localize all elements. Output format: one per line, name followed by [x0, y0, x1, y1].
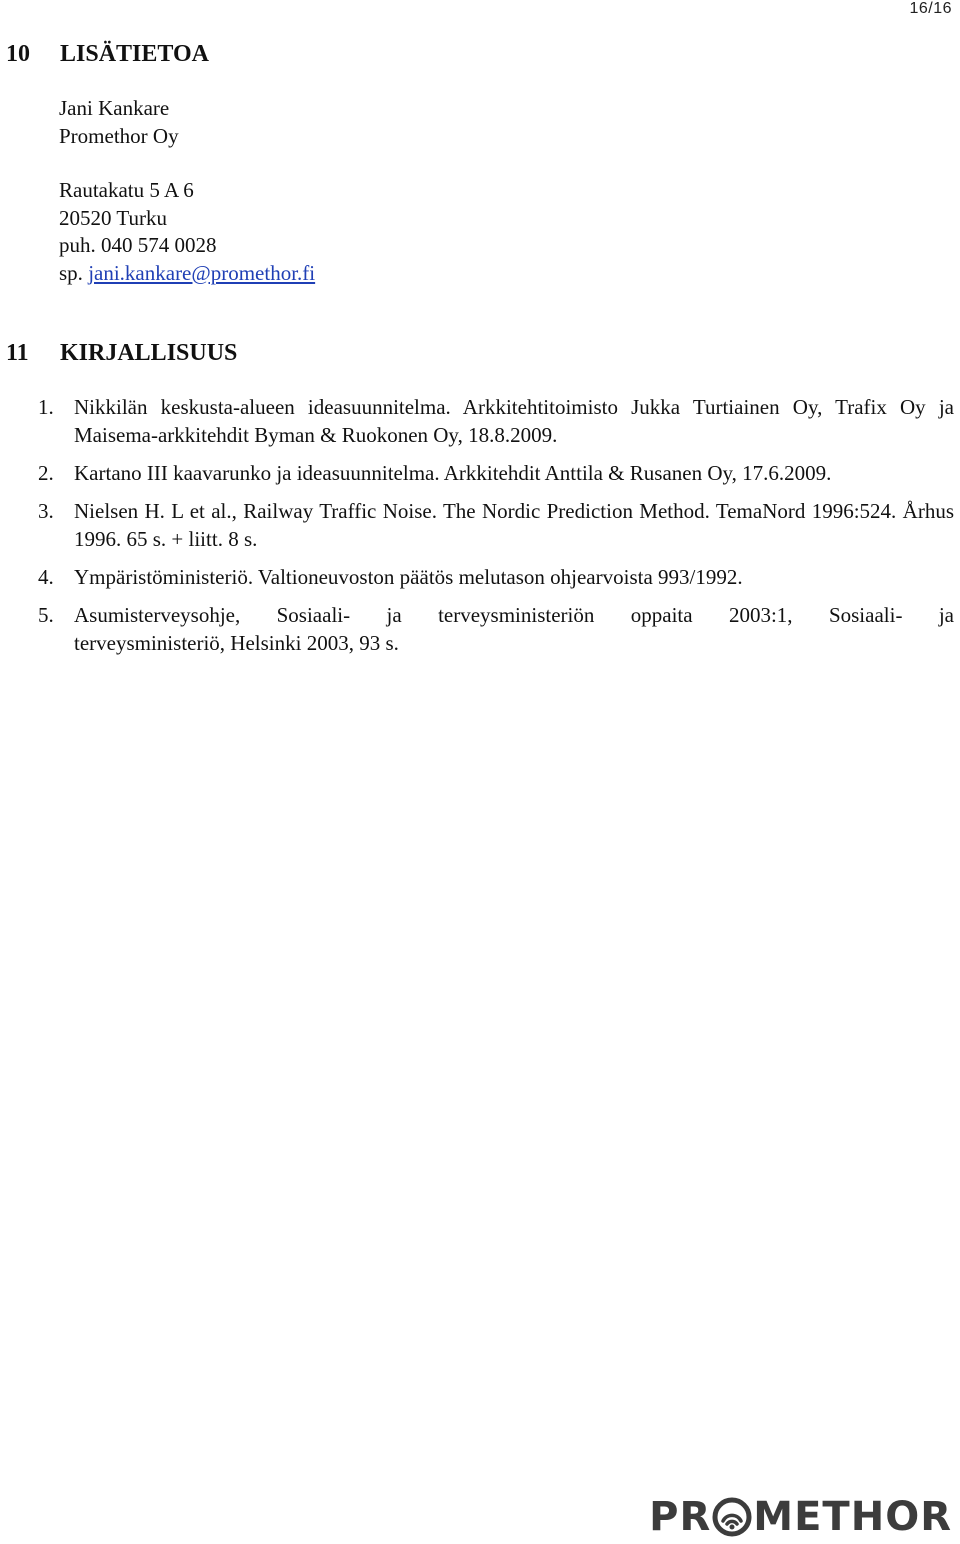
page-number: 16/16: [909, 0, 952, 17]
promethor-logo: [649, 1494, 952, 1540]
reference-number: 3.: [38, 499, 54, 523]
reference-item: [38, 563, 954, 591]
contact-name: Jani Kankare: [59, 96, 170, 120]
reference-item: [38, 497, 954, 553]
section-number: 10: [6, 41, 30, 67]
email-line: [59, 260, 315, 288]
reference-text: Nikkilän keskusta-alueen ideasuunnitelma. Arkkitehtitoimisto Jukka Turtiainen Oy, Trafix Oy ja Maisema-arkkitehdit Byman & Ruokonen Oy, 18.8.2009.: [74, 395, 954, 447]
reference-text: [74, 601, 954, 657]
phone: puh. 040 574 0028: [59, 233, 217, 257]
logo-text-left: PR: [649, 1494, 712, 1540]
email-prefix: sp.: [59, 260, 83, 285]
reference-text: Nielsen H. L et al., Railway Traffic Noise. The Nordic Prediction Method. TemaNord 1996:524. Århus 1996. 65 s. + liitt. 8 s.: [74, 499, 954, 551]
reference-list: [38, 393, 954, 667]
broadcast-o-icon: [712, 1497, 752, 1537]
section-heading-lisatietoa: [6, 41, 209, 68]
section-heading-kirjallisuus: [6, 340, 237, 367]
reference-number: 2.: [38, 461, 54, 485]
contact-details: [59, 177, 315, 287]
logo-text-right: METHOR: [753, 1494, 952, 1540]
reference-number: 1.: [38, 395, 54, 419]
reference-text: Kartano III kaavarunko ja ideasuunnitelma. Arkkitehdit Anttila & Rusanen Oy, 17.6.2009.: [74, 461, 832, 485]
contact-person: [59, 95, 179, 150]
reference-text: Ympäristöministeriö. Valtioneuvoston päätös melutason ohjearvoista 993/1992.: [74, 565, 743, 589]
reference-line: Asumisterveysohje, Sosiaali- ja terveysministeriön oppaita 2003:1, Sosiaali- ja: [74, 603, 954, 627]
reference-line: terveysministeriö, Helsinki 2003, 93 s.: [74, 631, 399, 655]
reference-item: [38, 601, 954, 657]
reference-item: [38, 393, 954, 449]
section-title: KIRJALLISUUS: [60, 340, 238, 366]
reference-item: [38, 459, 954, 487]
address-city: 20520 Turku: [59, 205, 167, 230]
reference-number: 4.: [38, 565, 54, 589]
reference-number: 5.: [38, 603, 54, 627]
contact-company: Promethor Oy: [59, 123, 179, 148]
email-link[interactable]: jani.kankare@promethor.fi: [88, 260, 316, 285]
section-title: LISÄTIETOA: [60, 41, 209, 67]
section-number: 11: [6, 340, 29, 366]
address-street: Rautakatu 5 A 6: [59, 178, 194, 202]
